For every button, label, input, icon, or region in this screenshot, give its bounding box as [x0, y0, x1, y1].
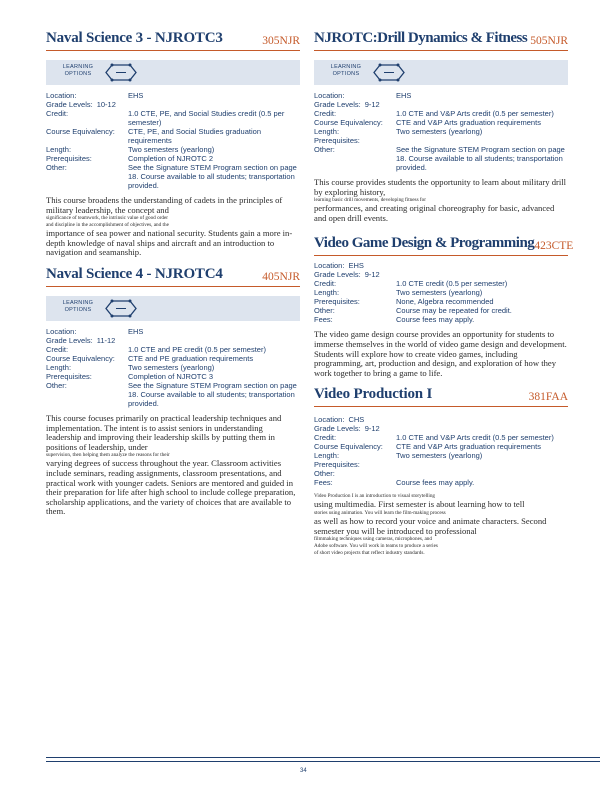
course-details — [314, 415, 568, 487]
detail-equivalency: Course Equivalency: CTE, PE, and Social Studies graduation requirements — [46, 127, 261, 145]
course-code: 381FAA — [528, 391, 568, 404]
detail-equivalency: Course Equivalency: CTE and V&P Arts graduation requirements — [314, 442, 541, 452]
course-title: Video Production I — [314, 386, 433, 403]
course-description: The video game design course provides an opportunity for students to immerse themselves in the world of video game design and development. Students will explore how to create video games, including programming, art, production and design, and exploration of how they work together to bring a game to life. — [314, 329, 567, 378]
course-details — [46, 91, 300, 190]
detail-location: Location: EHS — [314, 261, 364, 271]
course-code: 505NJR — [530, 35, 568, 47]
detail-equivalency: Course Equivalency: CTE and V&P Arts graduation requirements — [314, 118, 541, 127]
detail-credit: Credit: 1.0 CTE and PE credit (0.5 per semester) — [46, 344, 266, 354]
course-code: 405NJR — [262, 270, 300, 283]
detail-prerequisites: Prerequisites: — [314, 136, 360, 145]
right-column — [314, 30, 574, 563]
detail-location: Location: CHS — [314, 415, 365, 425]
course-header — [314, 30, 568, 51]
detail-grade: Grade Levels: 10-12 — [46, 100, 116, 109]
course-header — [314, 235, 574, 256]
detail-credit: Credit: 1.0 CTE and V&P Arts credit (0.5 per semester) — [314, 433, 554, 443]
page-number: 34 — [300, 768, 307, 774]
left-column — [46, 30, 300, 523]
detail-grade: Grade Levels: 9-12 — [314, 424, 380, 434]
course-header — [314, 386, 568, 407]
course-title: Naval Science 3 - NJROTC3 — [46, 30, 223, 46]
learning-options-label: LEARNING OPTIONS — [62, 64, 94, 77]
course-video-game-design — [314, 235, 574, 378]
detail-location: Location: EHS — [46, 326, 144, 336]
learning-options-label: LEARNING OPTIONS — [62, 299, 94, 313]
course-description: This course provides students the opportunity to learn about military drill by exploring history, learning basic drill movements, developing fitness for performances, and creating original choreography for basic, advanced and open drill events. — [314, 177, 567, 223]
detail-length: Length: Two semesters (yearlong) — [314, 288, 483, 298]
detail-fees: Fees: Course fees may apply. — [314, 315, 475, 325]
learning-options-label: LEARNING OPTIONS — [330, 64, 362, 77]
detail-grade: Grade Levels: 11-12 — [46, 335, 116, 345]
course-drill-dynamics — [314, 30, 568, 223]
course-naval-science-3 — [46, 30, 300, 258]
detail-length: Length: Two semesters (yearlong) — [314, 127, 483, 136]
detail-equivalency: Course Equivalency: CTE and PE graduation requirements — [46, 353, 254, 363]
course-details — [314, 91, 568, 172]
detail-length: Length: Two semesters (yearlong) — [314, 451, 483, 461]
detail-location: Location: EHS — [314, 91, 412, 100]
detail-location: Location: EHS — [46, 91, 144, 100]
course-details — [46, 327, 300, 408]
detail-other: Other: Course may be repeated for credit. — [314, 306, 512, 316]
course-video-production — [314, 386, 568, 557]
detail-prerequisites: Prerequisites: None, Algebra recommended — [314, 297, 494, 307]
detail-length: Length: Two semesters (yearlong) — [46, 145, 215, 154]
course-description: This course broadens the understanding of cadets in the principles of military leadership, the concept and significance of teamwork, the intrinsic value of good order and discipline in the accomplishment of objectives, and the importance of sea power and national security. Students gain a more in-depth knowledge of naval ships and aircraft and an introduction to navigation and seamanship. — [46, 195, 293, 258]
learning-options-band — [46, 60, 300, 85]
detail-other: Other: — [314, 469, 335, 479]
detail-credit: Credit: 1.0 CTE, PE, and Social Studies credit (0.5 per semester) — [46, 109, 285, 127]
course-header — [46, 30, 300, 51]
course-title: Video Game Design & Programming — [314, 235, 535, 252]
detail-credit: Credit: 1.0 CTE and V&P Arts credit (0.5 per semester) — [314, 109, 554, 118]
footer-rule-top — [46, 757, 600, 758]
detail-prerequisites: Prerequisites: Completion of NJROTC 2 — [46, 154, 214, 163]
detail-length: Length: Two semesters (yearlong) — [46, 362, 215, 372]
detail-other: Other: See the Signature STEM Program section on page 18. Course available to all students; transportation provided. — [314, 145, 565, 172]
learning-options-icon — [104, 298, 138, 319]
detail-fees: Fees: Course fees may apply. — [314, 478, 475, 488]
detail-grade: Grade Levels: 9-12 — [314, 100, 380, 109]
learning-options-icon — [104, 62, 138, 83]
course-description: This course focuses primarily on practical leadership techniques and implementation. The intent is to assist seniors in understanding leadership and improving their leadership skills by putting them in positions of leadership, under supervision, then helping them analyze the reasons for their varying degrees of success throughout the year. Classroom activities include seminars, reading assignments, classroom presentations, and practical work with younger cadets. Seniors are mentored and guided in their preparation for life after high school to include college preparation, scholarship applications, and the variety of choices that are available to them. — [46, 412, 296, 517]
detail-grade: Grade Levels: 9-12 — [314, 270, 380, 280]
course-header — [46, 266, 300, 287]
learning-options-band — [314, 60, 568, 85]
detail-prerequisites: Prerequisites: Completion of NJROTC 3 — [46, 371, 214, 381]
course-code: 305NJR — [262, 35, 300, 47]
learning-options-band — [46, 296, 300, 321]
course-description: Video Production I is an introduction to visual storytelling using multimedia. First semester is about learning how to tell stories using animation. You will learn the film-making process as well as how to record your voice and animate characters. Second semester you will be introduced to professional filmmaking techniques using cameras, microphones, and Adobe software. You will work in teams to produce a series of short video projects that reflect industry standards. — [314, 493, 547, 557]
course-title: NJROTC:Drill Dynamics & Fitness — [314, 30, 528, 46]
detail-other: Other: See the Signature STEM Program section on page 18. Course available to all students; transportation provided. — [46, 163, 297, 190]
course-code: 423CTE — [534, 240, 574, 253]
course-naval-science-4 — [46, 266, 300, 517]
course-title: Naval Science 4 - NJROTC4 — [46, 265, 223, 282]
learning-options-icon — [372, 62, 406, 83]
footer-rule-bottom — [46, 761, 600, 762]
detail-prerequisites: Prerequisites: — [314, 460, 360, 470]
detail-other: Other: See the Signature STEM Program section on page 18. Course available to all students; transportation provided. — [46, 380, 297, 408]
detail-credit: Credit: 1.0 CTE credit (0.5 per semester) — [314, 279, 508, 289]
course-details — [314, 261, 568, 324]
